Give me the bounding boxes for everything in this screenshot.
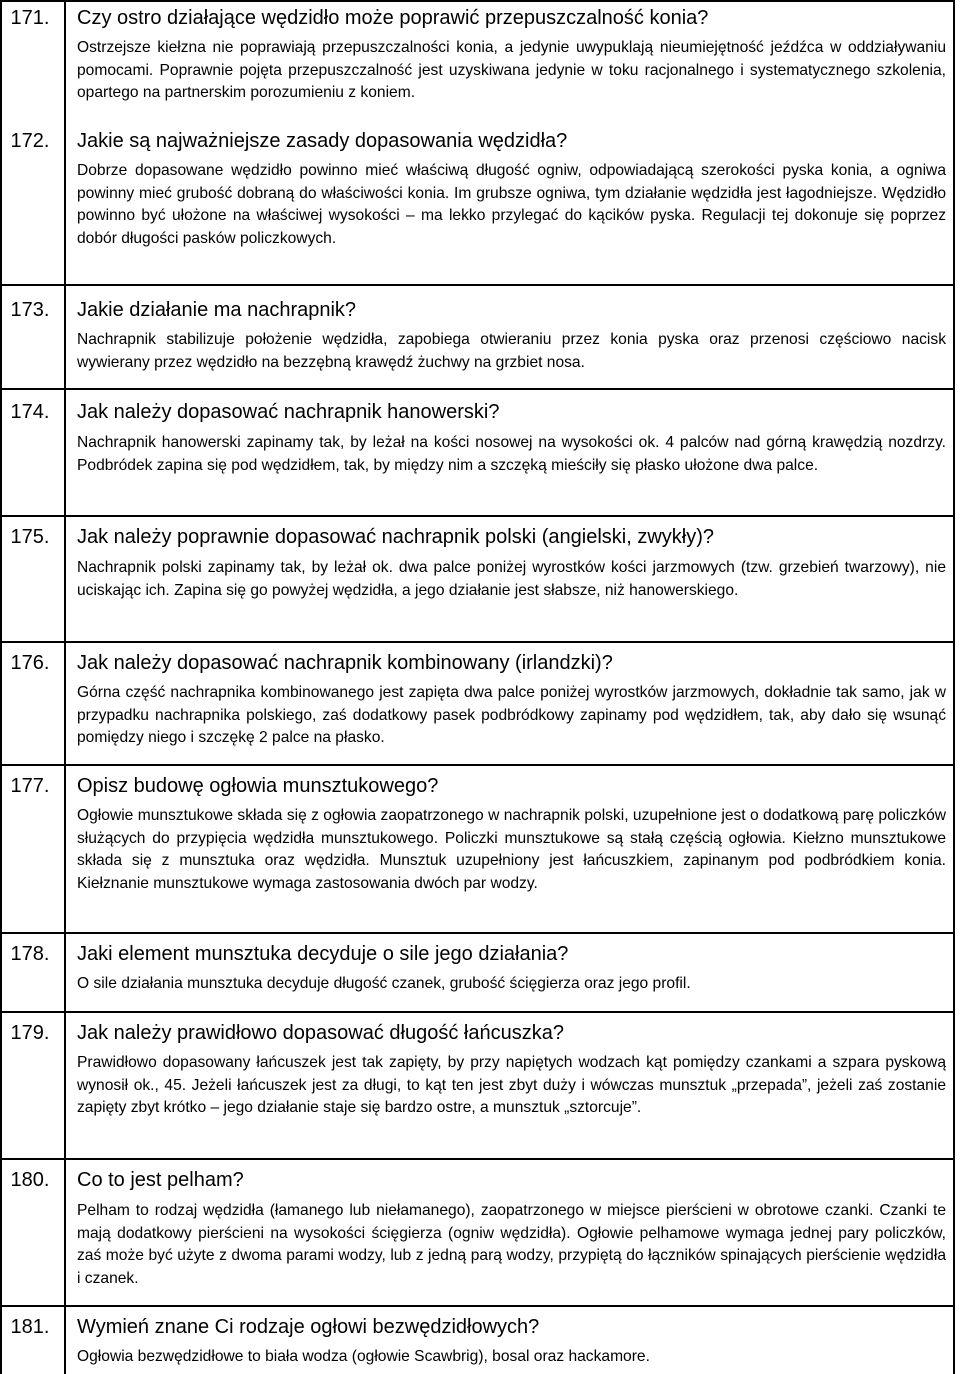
question-heading: Jak należy poprawnie dopasować nachrapnik polski (angielski, zwykły)? (77, 526, 714, 548)
question-heading: Opisz budowę ogłowia munsztukowego? (77, 775, 439, 797)
row-separator (0, 0, 955, 2)
item-number: 181. (10, 1316, 50, 1338)
question-heading: Jaki element munsztuka decyduje o sile jego działania? (77, 943, 569, 965)
row-separator (0, 515, 955, 517)
row-separator (0, 764, 955, 766)
question-heading: Jak należy dopasować nachrapnik kombinowany (irlandzki)? (77, 652, 613, 674)
question-heading: Co to jest pelham? (77, 1169, 244, 1191)
answer-text: Dobrze dopasowane wędzidło powinno mieć właściwą długość ogniw, odpowiadającą szerokości pyska konia, a ogniwa powinny mieć grubość dobraną do właściwości konia. Im grubsze ogniwa, tym działanie wędzidła jest łagodniejsze. Wędzidło powinno być ułożone na właściwej wysokości – ma lekko przylegać do kącików pyska. Regulacji tej dokonuje się poprzez dobór długości pasków policzkowych. (77, 162, 946, 247)
item-number: 176. (10, 652, 50, 674)
row-separator (0, 1011, 955, 1013)
question-heading: Jakie są najważniejsze zasady dopasowania wędzidła? (77, 130, 568, 152)
item-number: 179. (10, 1022, 50, 1044)
item-number: 172. (10, 130, 50, 152)
answer-text: Ogłowie munsztukowe składa się z ogłowia zaopatrzonego w nachrapnik polski, uzupełnione jest o dodatkową parę policzków służących do przypięcia wędzidła munsztukowego. Policzki munsztukowe są stałą częścią ogłowia. Kiełzno munsztukowe składa się z munsztuka oraz wędzidła. Munsztuk uzupełniony jest łańcuszkiem, zapinanym pod podbródkiem konia. Kiełznanie munsztukowe wymaga zastosowania dwóch par wodzy. (77, 807, 946, 892)
answer-text: O sile działania munsztuka decyduje długość czanek, grubość ścięgierza oraz jego profil. (77, 975, 691, 992)
question-heading: Jak należy dopasować nachrapnik hanowerski? (77, 401, 500, 423)
question-heading: Wymień znane Ci rodzaje ogłowi bezwędzidłowych? (77, 1316, 540, 1338)
item-number: 178. (10, 943, 50, 965)
answer-text: Ogłowia bezwędzidłowe to biała wodza (ogłowie Scawbrig), bosal oraz hackamore. (77, 1348, 650, 1365)
item-number: 175. (10, 526, 50, 548)
item-number: 171. (10, 7, 50, 29)
answer-text: Nachrapnik polski zapinamy tak, by leżał ok. dwa palce poniżej wyrostków kości jarzmowych (tzw. grzebień twarzowy), nie uciskając ich. Zapina się go powyżej wędzidła, a jego działanie jest słabsze, niż hanowerskiego. (77, 559, 946, 599)
question-heading: Jakie działanie ma nachrapnik? (77, 299, 357, 321)
row-separator (0, 932, 955, 934)
question-heading: Jak należy prawidłowo dopasować długość łańcuszka? (77, 1022, 564, 1044)
row-separator (0, 641, 955, 643)
item-number: 177. (10, 775, 50, 797)
item-number: 174. (10, 401, 50, 423)
answer-text: Nachrapnik hanowerski zapinamy tak, by leżał na kości nosowej na wysokości ok. 4 palców nad górną krawędzią nozdrzy. Podbródek zapina się pod wędzidłem, tak, by między nim a szczęką mieściły się płasko ułożone dwa palce. (77, 434, 946, 474)
answer-text: Ostrzejsze kiełzna nie poprawiają przepuszczalności konia, a jedynie uwypuklają nieumiejętność jeźdźca w oddziaływaniu pomocami. Poprawnie pojęta przepuszczalność jest uzyskiwana jedynie w toku racjonalnego i systematycznego szkolenia, opartego na partnerskim porozumieniu z koniem. (77, 39, 946, 101)
answer-text: Górna część nachrapnika kombinowanego jest zapięta dwa palce poniżej wyrostków jarzmowych, dokładnie tak samo, jak w przypadku nachrapnika polskiego, zaś dodatkowy pasek podbródkowy zapinamy pod wędzidłem, tak, aby dało się wsunąć pomiędzy niego i szczękę 2 palce na płasko. (77, 684, 946, 746)
answer-text: Pelham to rodzaj wędzidła (łamanego lub niełamanego), zaopatrzonego w miejsce pierścieni w obrotowe czanki. Czanki te mają dodatkowy pierścieni na wysokości ścięgierza (ogniw wędzidła). Ogłowie pelhamowe wymaga jednej pary policzków, zaś może być użyte z dwoma parami wodzy, lub z jedną parą wodzy, przypiętą do łączników spinających pierścienie wędzidła i czanek. (77, 1202, 946, 1287)
row-separator (0, 1305, 955, 1307)
item-number: 173. (10, 299, 50, 321)
answer-text: Prawidłowo dopasowany łańcuszek jest tak zapięty, by przy napiętych wodzach kąt pomiędzy czankami a szpara pyskową wynosił ok., 45. Jeżeli łańcuszek jest za długi, to kąt ten jest zbyt duży i wówczas munsztuk „przepada”, jeżeli zaś zostanie zapięty zbyt krótko – jego działanie staje się bardzo ostre, a munsztuk „sztorcuje”. (77, 1054, 946, 1116)
row-separator (0, 284, 955, 286)
row-separator (0, 1158, 955, 1160)
question-heading: Czy ostro działające wędzidło może poprawić przepuszczalność konia? (77, 7, 709, 29)
row-separator (0, 388, 955, 390)
answer-text: Nachrapnik stabilizuje położenie wędzidła, zapobiega otwieraniu przez konia pyska oraz przenosi częściowo nacisk wywierany przez wędzidło na bezzębną krawędź żuchwy na grzbiet nosa. (77, 331, 946, 371)
item-number: 180. (10, 1169, 50, 1191)
column-divider (64, 0, 66, 1374)
